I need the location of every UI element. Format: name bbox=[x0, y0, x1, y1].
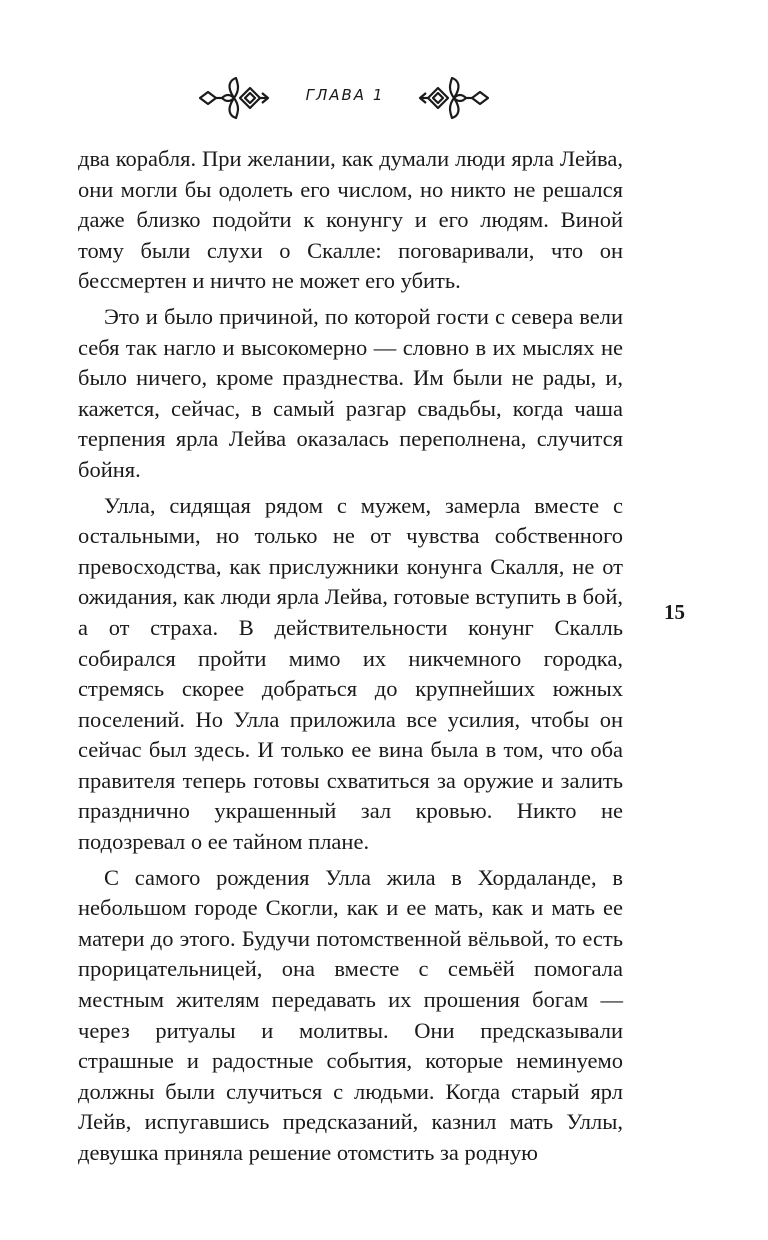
rune-knot-ornament-right-icon bbox=[406, 76, 492, 120]
paragraph: Улла, сидящая рядом с мужем, замерла вместе с остальными, но только не от чувства собственного превосходства, как прислужники конунга Скалля, не от ожидания, как люди ярла Лейва, готовые вступить в бой, а от страха. В действительности конунг Скалль собирался пройти мимо их никчемного городка, стремясь скорее добраться до крупнейших южных поселений. Но Улла приложила все усилия, чтобы он сейчас был здесь. И только ее вина была в том, что оба правителя теперь готовы схватиться за оружие и залить празднично украшенный зал кровью. Никто не подозревал о ее тайном плане. bbox=[78, 492, 623, 855]
paragraph: Это и было причиной, по которой гости с севера вели себя так нагло и высокомерно — словно в их мыслях не было ничего, кроме празднества. Им были не рады, и, кажется, сейчас, в самый разгар свадьбы, когда чаша терпения ярла Лейва оказалась переполнена, случится бойня. bbox=[78, 303, 623, 482]
page-number: 15 bbox=[664, 600, 685, 624]
chapter-title: ГЛАВА 1 bbox=[305, 86, 385, 104]
rune-knot-ornament-left-icon bbox=[196, 76, 282, 120]
body-text bbox=[78, 144, 623, 1169]
running-header bbox=[0, 76, 768, 120]
paragraph: С самого рождения Улла жила в Хордаланде, в небольшом городе Скогли, как и ее мать, как и мать ее матери до этого. Будучи потомственной вёльвой, то есть прорицательницей, она вместе с семьёй помогала местным жителям передавать их прошения богам — через ритуалы и молитвы. Они предсказывали страшные и радостные события, которые неминуемо должны были случиться с людьми. Когда старый ярл Лейв, испугавшись предсказаний, казнил мать Уллы, девушка приняла решение отомстить за родную bbox=[78, 864, 623, 1165]
paragraph: два корабля. При желании, как думали люди ярла Лейва, они могли бы одолеть его числом, но никто не решался даже близко подойти к конунгу и его людям. Виной тому были слухи о Скалле: поговаривали, что он бессмертен и ничто не может его убить. bbox=[78, 146, 623, 294]
